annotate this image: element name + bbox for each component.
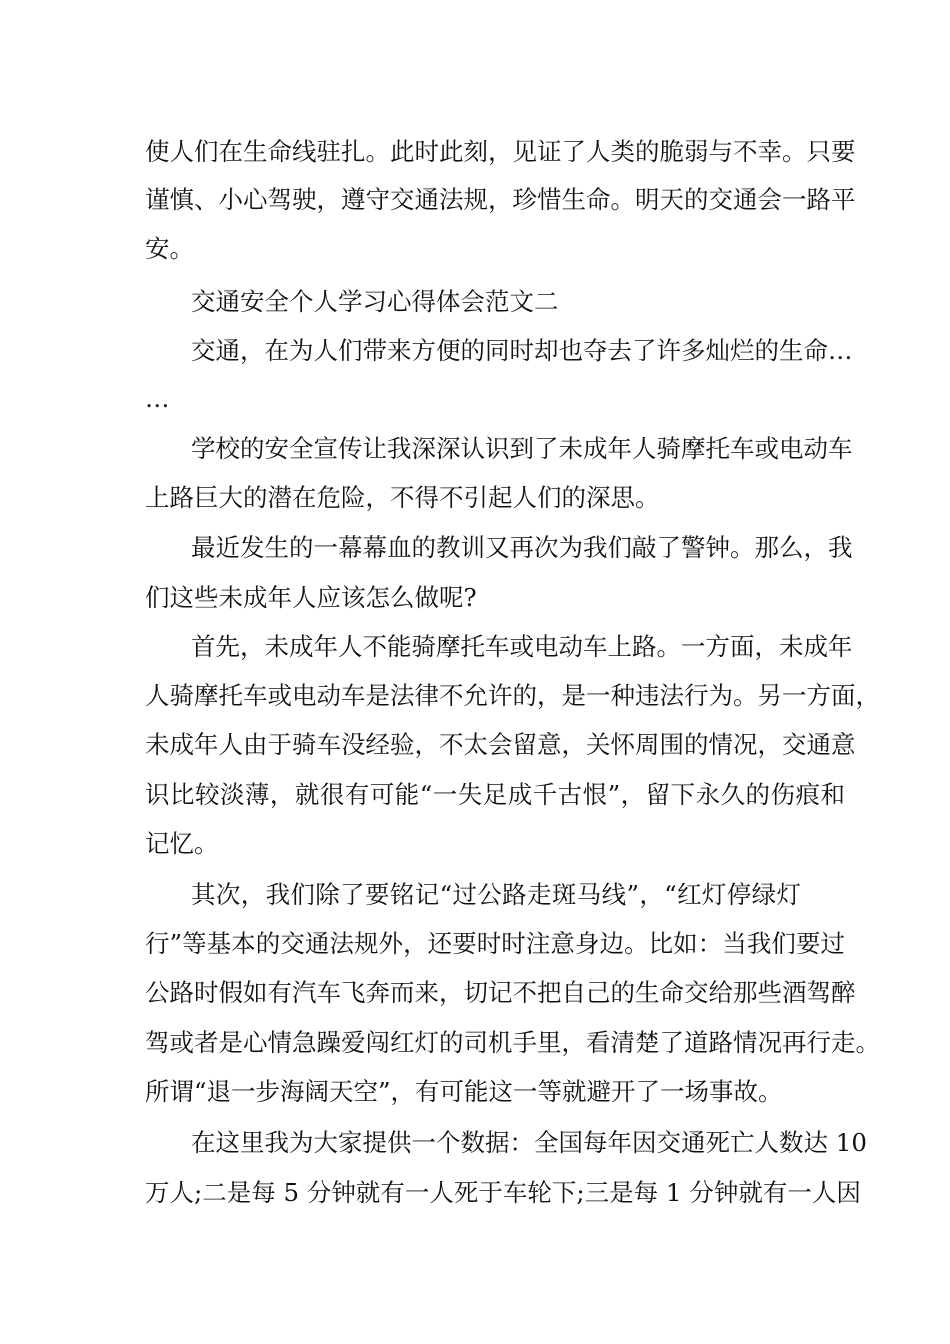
text-line: 记忆。 (145, 829, 219, 858)
text-line: 人骑摩托车或电动车是法律不允许的，是一种违法行为。另一方面， (145, 681, 880, 710)
text-line: 所谓“退一步海阔天空”，有可能这一等就避开了一场事故。 (145, 1077, 783, 1106)
section-heading: 交通安全个人学习心得体会范文二 (191, 287, 559, 316)
text-line: 公路时假如有汽车飞奔而来，切记不把自己的生命交给那些酒驾醉 (145, 978, 856, 1007)
text-line: 行”等基本的交通法规外，还要时时注意身边。比如：当我们要过 (145, 929, 845, 958)
text-line: 安。 (145, 234, 194, 263)
text-line: 交通，在为人们带来方便的同时却也夺去了许多灿烂的生命… (191, 336, 853, 365)
text-line: 驾或者是心情急躁爱闯红灯的司机手里，看清楚了道路情况再行走。 (145, 1028, 880, 1057)
text-line: 学校的安全宣传让我深深认识到了未成年人骑摩托车或电动车 (191, 434, 853, 463)
text-line: 首先，未成年人不能骑摩托车或电动车上路。一方面，未成年 (191, 632, 853, 661)
text-line: 识比较淡薄，就很有可能“一失足成千古恨”，留下永久的伤痕和 (145, 780, 845, 809)
text-line: 万人;二是每 5 分钟就有一人死于车轮下;三是每 1 分钟就有一人因 (145, 1178, 861, 1207)
text-line: 未成年人由于骑车没经验，不太会留意，关怀周围的情况，交通意 (145, 730, 856, 759)
text-line: 谨慎、小心驾驶，遵守交通法规，珍惜生命。明天的交通会一路平 (145, 185, 856, 214)
text-line: 在这里我为大家提供一个数据：全国每年因交通死亡人数达 10 (191, 1128, 867, 1157)
text-line: 最近发生的一幕幕血的教训又再次为我们敲了警钟。那么，我 (191, 533, 853, 562)
text-line: 们这些未成年人应该怎么做呢? (145, 583, 477, 612)
text-line: 使人们在生命线驻扎。此时此刻，见证了人类的脆弱与不幸。只要 (145, 137, 856, 166)
text-line: … (145, 384, 170, 413)
text-line: 上路巨大的潜在危险，不得不引起人们的深思。 (145, 483, 660, 512)
text-line: 其次，我们除了要铭记“过公路走斑马线”，“红灯停绿灯 (191, 880, 801, 909)
